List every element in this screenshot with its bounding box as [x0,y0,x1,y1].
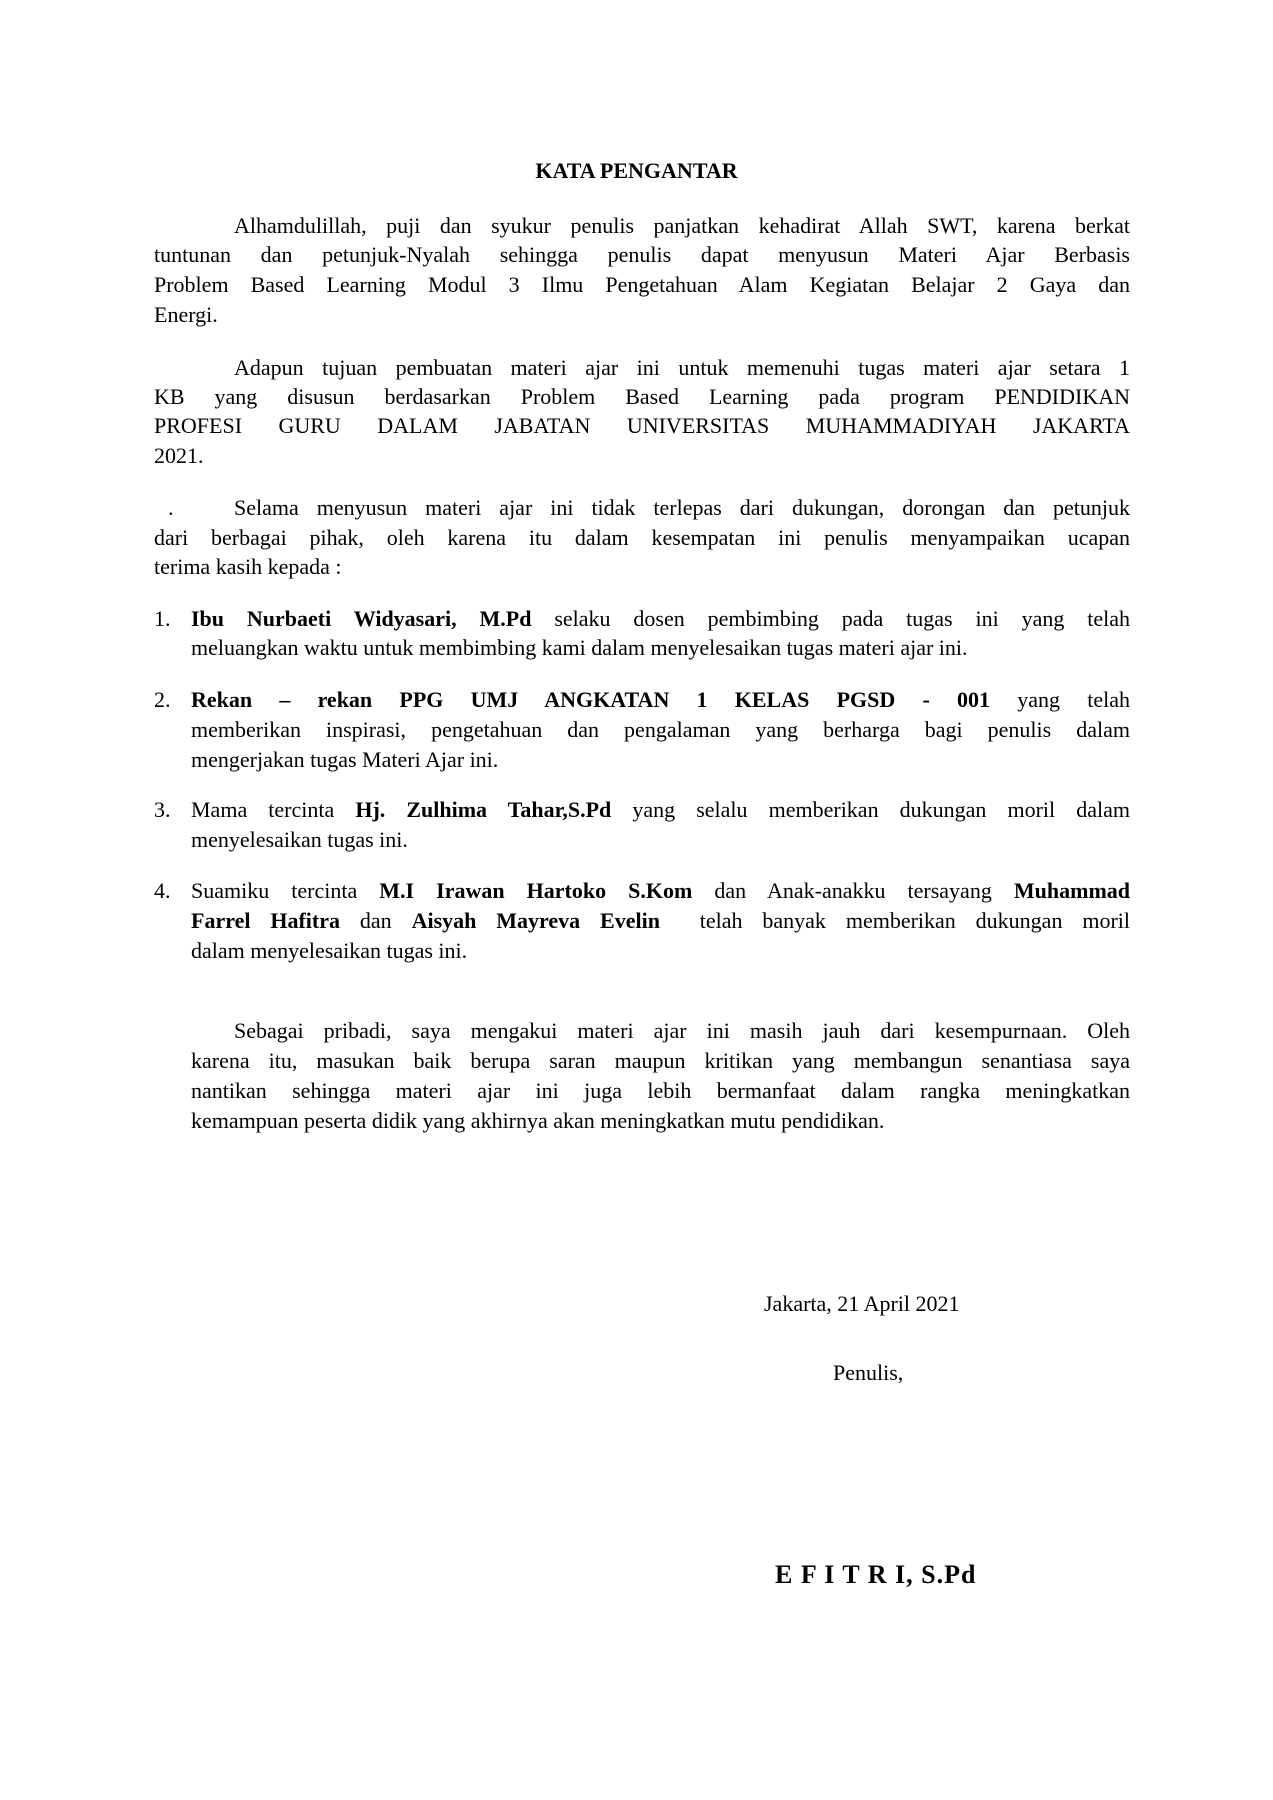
list-item-line [191,795,1130,825]
text: nantikan sehingga materi ajar ini juga lebih bermanfaat dalam rangka meningkatkan [191,1078,1130,1103]
bold-text: Farrel Hafitra [191,908,340,933]
paragraph-1-line [154,270,1130,300]
closing-paragraph-line [191,1106,1130,1136]
paragraph-2-line [154,411,1130,441]
list-item-line [191,906,1130,936]
text: Selama menyusun materi ajar ini tidak terlepas dari dukungan, dorongan dan petunjuk [234,495,1130,520]
stray-dot: . [168,495,174,520]
text: telah banyak memberikan dukungan moril [659,908,1131,933]
list-item-line [191,633,1130,663]
paragraph-3-line [234,493,1130,523]
place-date: Jakarta, 21 April 2021 [764,1291,960,1316]
text: dan Anak-anakku tersayang [692,878,1014,903]
list-number: 3. [154,797,171,822]
text: meluangkan waktu untuk membimbing kami dalam menyelesaikan tugas materi ajar ini. [191,635,968,660]
text: kemampuan peserta didik yang akhirnya akan meningkatkan mutu pendidikan. [191,1108,885,1133]
text: tuntunan dan petunjuk-Nyalah sehingga penulis dapat menyusun Materi Ajar Berbasis [154,242,1130,267]
page-title: KATA PENGANTAR [535,158,738,183]
text: karena itu, masukan baik berupa saran maupun kritikan yang membangun senantiasa saya [191,1048,1130,1073]
author-name: E F I T R I, S.Pd [775,1560,977,1589]
paragraph-3-line [154,523,1130,553]
paragraph-2-line [234,353,1130,383]
text: Mama tercinta [191,797,356,822]
list-item-line [191,685,1130,715]
closing-paragraph-line [234,1016,1130,1046]
text: Problem Based Learning Modul 3 Ilmu Pengetahuan Alam Kegiatan Belajar 2 Gaya dan [154,272,1130,297]
text: 2021. [154,443,204,468]
paragraph-2-line [154,441,1130,471]
list-item-line [191,876,1130,906]
text: KB yang disusun berdasarkan Problem Based Learning pada program PENDIDIKAN [154,384,1130,409]
text: Suamiku tercinta [191,878,380,903]
text: dalam menyelesaikan tugas ini. [191,938,468,963]
bold-text: Muhammad [1013,878,1131,903]
paragraph-3-line [154,552,1130,582]
bold-text: M.I Irawan Hartoko S.Kom [379,878,693,903]
list-item-line [191,825,1130,855]
closing-paragraph-line [191,1046,1130,1076]
list-item-line [191,745,1130,775]
bold-text: Aisyah Mayreva Evelin [411,908,660,933]
list-number: 4. [154,878,171,903]
signoff: Penulis, [833,1360,904,1385]
list-item-line [191,936,1130,966]
paragraph-2-line [154,382,1130,412]
text: Sebagai pribadi, saya mengakui materi ajar ini masih jauh dari kesempurnaan. Oleh [234,1018,1130,1043]
list-number: 2. [154,687,171,712]
text: Energi. [154,302,218,327]
paragraph-1-line [154,300,1130,330]
bold-text: Ibu Nurbaeti Widyasari, M.Pd [191,606,532,631]
text: selaku dosen pembimbing pada tugas ini yang telah [531,606,1130,631]
list-item-line [191,715,1130,745]
text: yang selalu memberikan dukungan moril dalam [611,797,1130,822]
text: yang telah [990,687,1130,712]
bold-text: Rekan – rekan PPG UMJ ANGKATAN 1 KELAS PGSD - 001 [191,687,991,712]
closing-paragraph-line [191,1076,1130,1106]
list-item-line [191,604,1130,634]
text: terima kasih kepada : [154,554,342,579]
paragraph-1-line [154,240,1130,270]
text: Adapun tujuan pembuatan materi ajar ini untuk memenuhi tugas materi ajar setara 1 [234,355,1130,380]
list-number: 1. [154,606,171,631]
text: dari berbagai pihak, oleh karena itu dalam kesempatan ini penulis menyampaikan ucapan [154,525,1130,550]
text: PROFESI GURU DALAM JABATAN UNIVERSITAS MUHAMMADIYAH JAKARTA [154,413,1130,438]
text: Alhamdulillah, puji dan syukur penulis panjatkan kehadirat Allah SWT, karena berkat [234,213,1130,238]
text: menyelesaikan tugas ini. [191,827,408,852]
text: dan [340,908,412,933]
text: memberikan inspirasi, pengetahuan dan pengalaman yang berharga bagi penulis dalam [191,717,1130,742]
paragraph-1-line [234,211,1130,241]
bold-text: Hj. Zulhima Tahar,S.Pd [355,797,612,822]
text: mengerjakan tugas Materi Ajar ini. [191,747,499,772]
